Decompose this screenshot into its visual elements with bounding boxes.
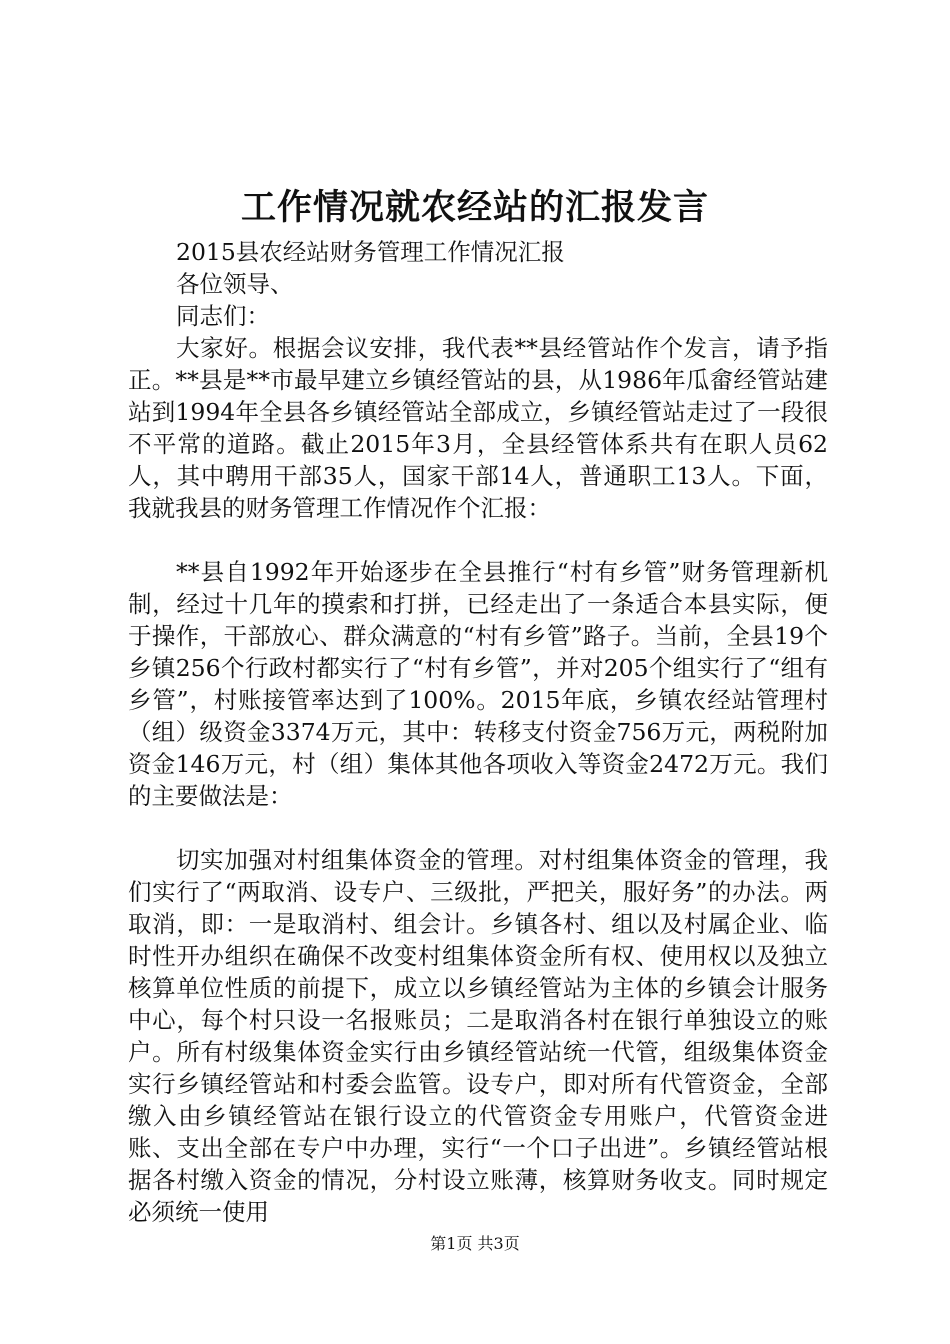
- paragraph-intro: 大家好。根据会议安排，我代表**县经管站作个发言，请予指正。**县是**市最早建立乡镇经管站的县，从1986年瓜畲经管站建站到1994年全县各乡镇经管站全部成立，乡镇经管站走过了一段很不平常的道路。截止2015年3月，全县经管体系共有在职人员62人，其中聘用干部35人，国家干部14人，普通职工13人。下面，我就我县的财务管理工作情况作个汇报：: [128, 334, 828, 522]
- paragraph-spacer: [128, 524, 828, 556]
- report-subtitle: 2015县农经站财务管理工作情况汇报: [176, 238, 565, 266]
- paragraph-mechanism: **县自1992年开始逐步在全县推行“村有乡管”财务管理新机制，经过十几年的摸索和打拼，已经走出了一条适合本县实际，便于操作，干部放心、群众满意的“村有乡管”路子。当前，全县19个乡镇256个行政村都实行了“村有乡管”，并对205个组实行了“组有乡管”，村账接管率达到了100%。2015年底，乡镇农经站管理村（组）级资金3374万元，其中：转移支付资金756万元，两税附加资金146万元，村（组）集体其他各项收入等资金2472万元。我们的主要做法是：: [128, 558, 828, 810]
- salutation-line-2: 同志们：: [176, 302, 270, 330]
- document-body: [128, 236, 828, 1228]
- paragraph-spacer: [128, 812, 828, 844]
- document-title: 工作情况就农经站的汇报发言: [240, 187, 709, 228]
- paragraph-fund-management: 切实加强对村组集体资金的管理。对村组集体资金的管理，我们实行了“两取消、设专户、三级批，严把关，服好务”的办法。两取消，即：一是取消村、组会计。乡镇各村、组以及村属企业、临时性开办组织在确保不改变村组集体资金所有权、使用权以及独立核算单位性质的前提下，成立以乡镇经管站为主体的乡镇会计服务中心，每个村只设一名报账员；二是取消各村在银行单独设立的账户。所有村级集体资金实行由乡镇经管站统一代管，组级集体资金实行乡镇经管站和村委会监管。设专户，即对所有代管资金，全部缴入由乡镇经管站在银行设立的代管资金专用账户，代管资金进账、支出全部在专户中办理，实行“一个口子出进”。乡镇经管站根据各村缴入资金的情况，分村设立账薄，核算财务收支。同时规定必须统一使用: [128, 846, 828, 1226]
- salutation-line-1: 各位领导、: [176, 270, 294, 298]
- page-number: 第1页 共3页: [430, 1234, 520, 1253]
